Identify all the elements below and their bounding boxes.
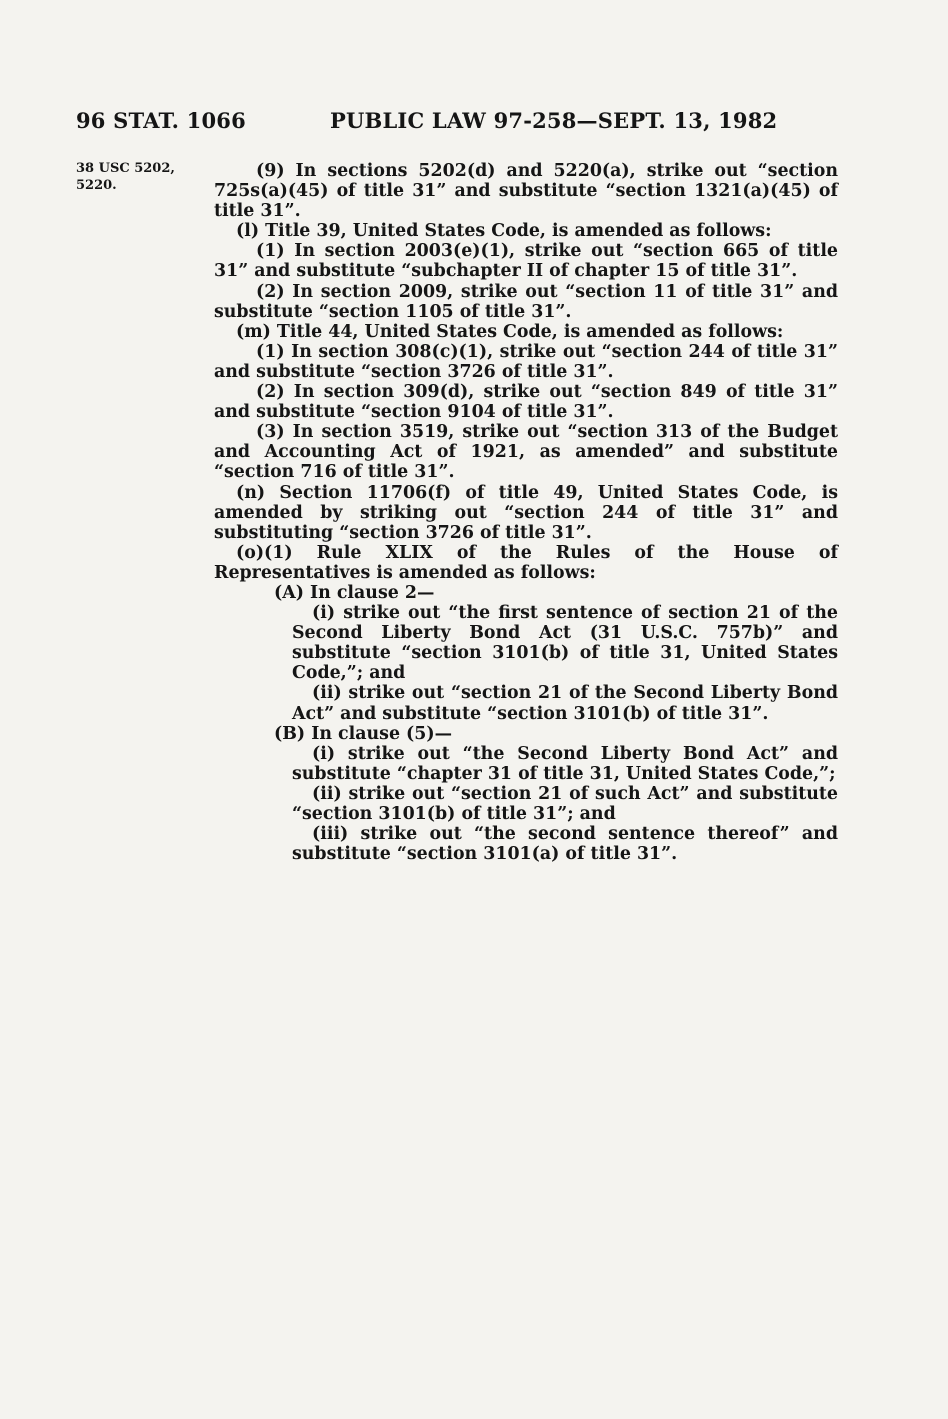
paragraph-9: (9) In sections 5202(d) and 5220(a), strike out “section 725s(a)(45) of title 31” and substitute “section 1321(a)(45) of title 31”.	[214, 161, 838, 222]
paragraph-m-2: (2) In section 309(d), strike out “section 849 of title 31” and substitute “section 9104 of title 31”.	[214, 382, 838, 423]
page-header-title: PUBLIC LAW 97-258—SEPT. 13, 1982	[330, 108, 778, 133]
paragraph-l-2: (2) In section 2009, strike out “section 11 of title 31” and substitute “section 1105 of title 31”.	[214, 281, 838, 322]
paragraph-l: (l) Title 39, United States Code, is amended as follows:	[236, 221, 772, 242]
paragraph-o-1-B-i: (i) strike out “the Second Liberty Bond Act” and substitute “chapter 31 of title 31, United States Code,”;	[292, 743, 838, 784]
paragraph-m-1: (1) In section 308(c)(1), strike out “section 244 of title 31” and substitute “section 3726 of title 31”.	[214, 341, 838, 382]
paragraph-o-1-B-iii: (iii) strike out “the second sentence thereof” and substitute “section 3101(a) of title 31”.	[292, 824, 838, 865]
document-body	[214, 161, 838, 864]
paragraph-m: (m) Title 44, United States Code, is amended as follows:	[236, 321, 784, 342]
paragraph-o-1: (o)(1) Rule XLIX of the Rules of the House of Representatives is amended as follows:	[214, 542, 838, 583]
paragraph-o-1-B-ii: (ii) strike out “section 21 of such Act” and substitute “section 3101(b) of title 31”; and	[292, 783, 838, 824]
paragraph-o-1-A-ii: (ii) strike out “section 21 of the Second Liberty Bond Act” and substitute “section 3101(b) of title 31”.	[292, 683, 838, 724]
paragraph-o-1-B: (B) In clause (5)—	[274, 723, 453, 744]
margin-citation: 38 USC 5202, 5220.	[76, 161, 175, 193]
paragraph-o-1-A: (A) In clause 2—	[274, 582, 435, 603]
statute-page-number: 96 STAT. 1066	[76, 108, 246, 133]
paragraph-l-1: (1) In section 2003(e)(1), strike out “section 665 of title 31” and substitute “subchapter II of chapter 15 of title 31”.	[214, 241, 838, 282]
paragraph-m-3: (3) In section 3519, strike out “section 313 of the Budget and Accounting Act of 1921, as amended” and substitute “section 716 of title 31”.	[214, 422, 838, 483]
paragraph-o-1-A-i: (i) strike out “the first sentence of section 21 of the Second Liberty Bond Act (31 U.S.C. 757b)” and substitute “section 3101(b) of title 31, United States Code,”; and	[292, 603, 838, 684]
paragraph-n: (n) Section 11706(f) of title 49, United States Code, is amended by striking out “section 244 of title 31” and substituting “section 3726 of title 31”.	[214, 482, 838, 543]
